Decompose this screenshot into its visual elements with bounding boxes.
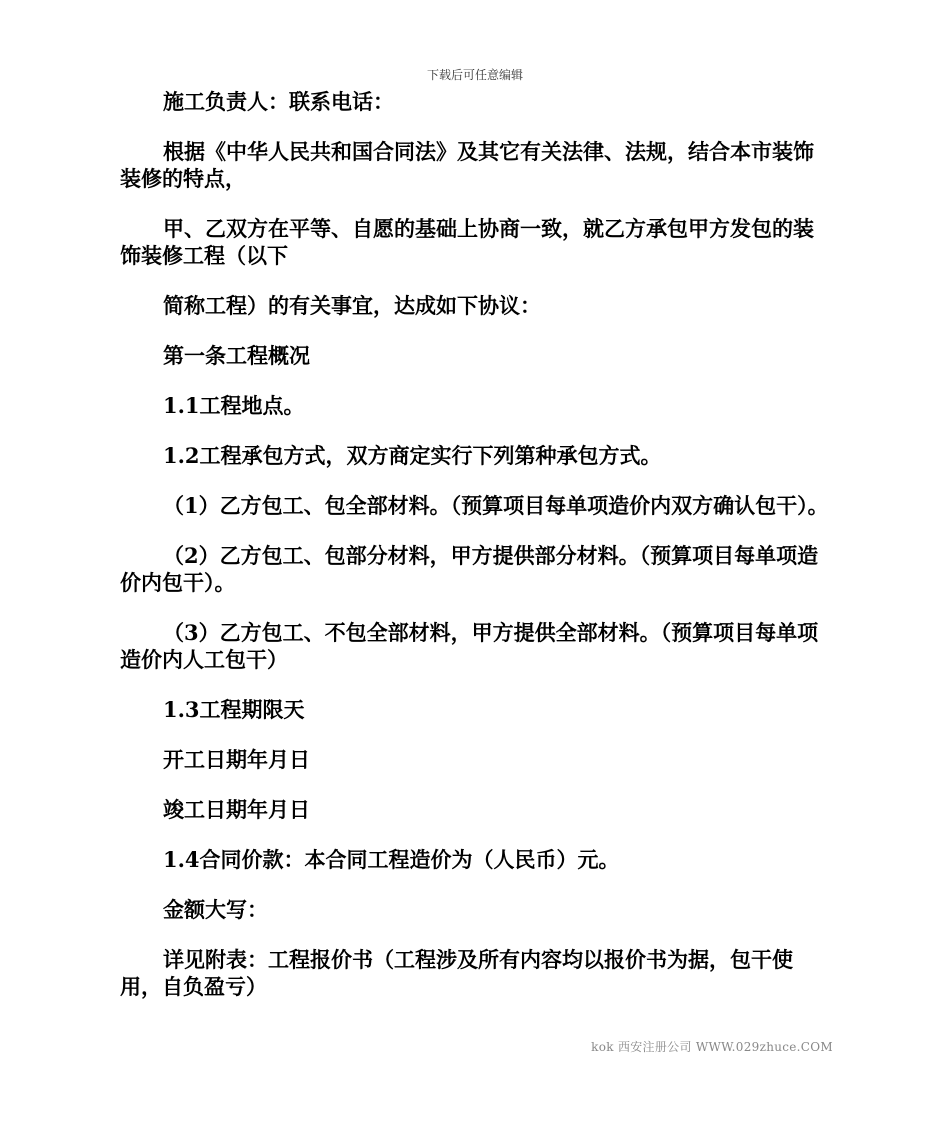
paragraph: 1.2工程承包方式，双方商定实行下列第种承包方式。 — [163, 443, 662, 468]
paragraph: 1.4合同价款：本合同工程造价为（人民币）元。 — [163, 847, 620, 872]
paragraph: 1.1工程地点。 — [163, 393, 305, 418]
paragraph: 金额大写： — [163, 897, 268, 922]
paragraph: 根据《中华人民共和国合同法》及其它有关法律、法规，结合本市装饰装修的特点， — [120, 139, 814, 191]
paragraph: （3）乙方包工、不包全部材料，甲方提供全部材料。（预算项目每单项造价内人工包干） — [120, 620, 819, 672]
paragraph: 甲、乙双方在平等、自愿的基础上协商一致，就乙方承包甲方发包的装饰装修工程（以下 — [120, 216, 814, 268]
document-body — [120, 88, 832, 1023]
paragraph: （1）乙方包工、包全部材料。（预算项目每单项造价内双方确认包干）。 — [163, 493, 829, 518]
paragraph: 简称工程）的有关事宜，达成如下协议： — [163, 293, 541, 318]
paragraph: 竣工日期年月日 — [163, 797, 310, 822]
footer-note: kok 西安注册公司 WWW.029zhuce.COM — [591, 1040, 833, 1054]
paragraph: 1.3工程期限天 — [163, 697, 305, 722]
paragraph: （2）乙方包工、包部分材料，甲方提供部分材料。（预算项目每单项造价内包干）。 — [120, 543, 819, 595]
paragraph: 开工日期年月日 — [163, 747, 310, 772]
paragraph: 详见附表：工程报价书（工程涉及所有内容均以报价书为据，包干使用，自负盈亏） — [120, 947, 793, 999]
paragraph: 施工负责人：联系电话： — [163, 89, 394, 114]
section-heading: 第一条工程概况 — [163, 343, 310, 368]
header-note: 下载后可任意编辑 — [426, 68, 523, 82]
